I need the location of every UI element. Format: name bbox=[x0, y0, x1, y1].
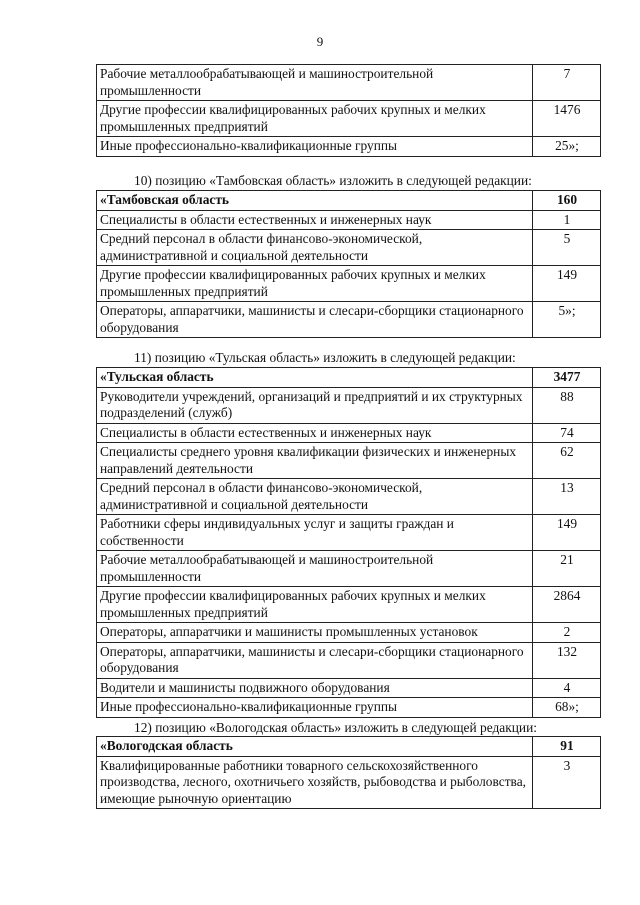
row-value: 62 bbox=[533, 443, 601, 479]
row-value: 88 bbox=[533, 387, 601, 423]
row-value: 68»; bbox=[533, 698, 601, 718]
row-name: Специалисты в области естественных и инженерных наук bbox=[97, 423, 533, 443]
row-name: Работники сферы индивидуальных услуг и защиты граждан и собственности bbox=[97, 515, 533, 551]
row-value: 13 bbox=[533, 479, 601, 515]
region-total: 160 bbox=[533, 191, 601, 211]
table-row bbox=[97, 65, 601, 101]
table-row bbox=[97, 230, 601, 266]
row-value: 7 bbox=[533, 65, 601, 101]
region-total: 3477 bbox=[533, 368, 601, 388]
table-row bbox=[97, 137, 601, 157]
table-row bbox=[97, 551, 601, 587]
table-row bbox=[97, 642, 601, 678]
row-value: 1476 bbox=[533, 101, 601, 137]
row-value: 149 bbox=[533, 515, 601, 551]
row-name: Рабочие металлообрабатывающей и машиностроительной промышленности bbox=[97, 551, 533, 587]
region-name: «Вологодская область bbox=[97, 737, 533, 757]
row-name: Операторы, аппаратчики, машинисты и слесари-сборщики стационарного оборудования bbox=[97, 302, 533, 338]
region-name: «Тамбовская область bbox=[97, 191, 533, 211]
table-row bbox=[97, 101, 601, 137]
table-row bbox=[97, 387, 601, 423]
row-value: 4 bbox=[533, 678, 601, 698]
table-row bbox=[97, 756, 601, 809]
vologda-table bbox=[96, 736, 601, 809]
row-value: 149 bbox=[533, 266, 601, 302]
row-value: 5»; bbox=[533, 302, 601, 338]
row-value: 5 bbox=[533, 230, 601, 266]
table-row bbox=[97, 678, 601, 698]
row-name: Другие профессии квалифицированных рабочих крупных и мелких промышленных предприятий bbox=[97, 266, 533, 302]
page-number: 9 bbox=[316, 34, 324, 49]
row-name: Специалисты в области естественных и инженерных наук bbox=[97, 210, 533, 230]
table-row bbox=[97, 623, 601, 643]
region-name: «Тульская область bbox=[97, 368, 533, 388]
row-value: 1 bbox=[533, 210, 601, 230]
section-intro-tula: 11) позицию «Тульская область» изложить в следующей редакции: bbox=[134, 350, 516, 365]
row-value: 25»; bbox=[533, 137, 601, 157]
row-name: Водители и машинисты подвижного оборудования bbox=[97, 678, 533, 698]
table-row bbox=[97, 302, 601, 338]
row-name: Операторы, аппаратчики, машинисты и слесари-сборщики стационарного оборудования bbox=[97, 642, 533, 678]
table-row bbox=[97, 210, 601, 230]
top-table bbox=[96, 64, 601, 157]
table-row bbox=[97, 479, 601, 515]
row-name: Квалифицированные работники товарного сельскохозяйственного производства, лесного, охотничьего хозяйств, рыбоводства и рыболовства, имеющие рыночную ориентацию bbox=[97, 756, 533, 809]
row-name: Иные профессионально-квалификационные группы bbox=[97, 137, 533, 157]
tula-table bbox=[96, 367, 601, 718]
row-value: 21 bbox=[533, 551, 601, 587]
table-row bbox=[97, 423, 601, 443]
row-value: 74 bbox=[533, 423, 601, 443]
table-header-row bbox=[97, 737, 601, 757]
table-row bbox=[97, 587, 601, 623]
row-name: Иные профессионально-квалификационные группы bbox=[97, 698, 533, 718]
row-name: Руководители учреждений, организаций и предприятий и их структурных подразделений (служб) bbox=[97, 387, 533, 423]
row-name: Рабочие металлообрабатывающей и машиностроительной промышленности bbox=[97, 65, 533, 101]
row-name: Специалисты среднего уровня квалификации физических и инженерных направлений деятельности bbox=[97, 443, 533, 479]
row-name: Другие профессии квалифицированных рабочих крупных и мелких промышленных предприятий bbox=[97, 101, 533, 137]
table-header-row bbox=[97, 191, 601, 211]
row-value: 2864 bbox=[533, 587, 601, 623]
section-intro-vologda: 12) позицию «Вологодская область» изложить в следующей редакции: bbox=[134, 720, 537, 735]
section-intro-tambov: 10) позицию «Тамбовская область» изложить в следующей редакции: bbox=[134, 173, 532, 188]
row-value: 132 bbox=[533, 642, 601, 678]
table-row bbox=[97, 266, 601, 302]
row-value: 3 bbox=[533, 756, 601, 809]
table-row bbox=[97, 443, 601, 479]
row-value: 2 bbox=[533, 623, 601, 643]
region-total: 91 bbox=[533, 737, 601, 757]
row-name: Средний персонал в области финансово-экономической, административной и социальной деятельности bbox=[97, 479, 533, 515]
row-name: Другие профессии квалифицированных рабочих крупных и мелких промышленных предприятий bbox=[97, 587, 533, 623]
table-row bbox=[97, 515, 601, 551]
row-name: Операторы, аппаратчики и машинисты промышленных установок bbox=[97, 623, 533, 643]
tambov-table bbox=[96, 190, 601, 338]
table-row bbox=[97, 698, 601, 718]
table-header-row bbox=[97, 368, 601, 388]
row-name: Средний персонал в области финансово-экономической, административной и социальной деятельности bbox=[97, 230, 533, 266]
